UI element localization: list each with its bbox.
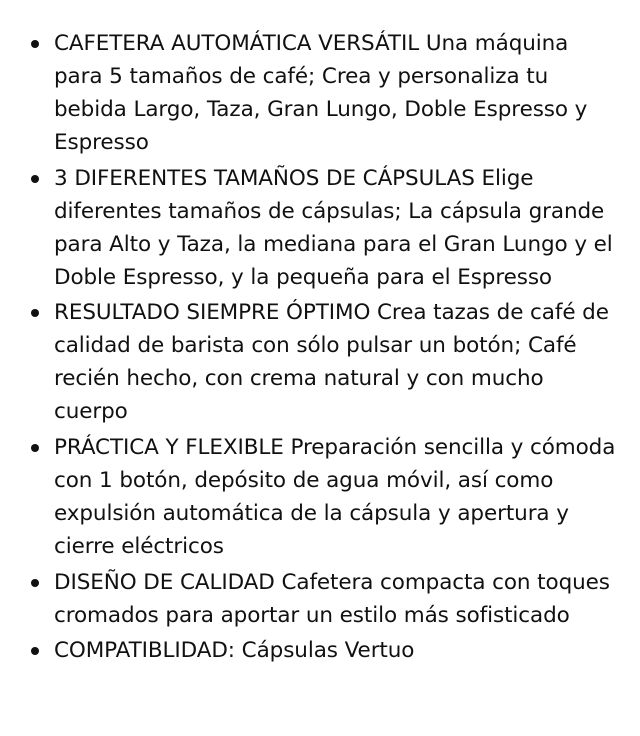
feature-text: RESULTADO SIEMPRE ÓPTIMO Crea tazas de café de calidad de barista con sólo pulsar un botón; Café recién hecho, con crema natural y con mucho cuerpo [54,300,609,425]
feature-text: PRÁCTICA Y FLEXIBLE Preparación sencilla y cómoda con 1 botón, depósito de agua móvil, así como expulsión automática de la cápsula y apertura y cierre eléctricos [54,435,616,560]
feature-item [0,162,640,294]
bullet-icon [31,40,39,48]
feature-item [0,566,640,632]
feature-item [0,296,640,428]
feature-item [0,634,640,667]
bullet-icon [31,647,39,655]
feature-item [0,27,640,159]
feature-bullet-list [0,27,640,670]
bullet-icon [31,309,39,317]
bullet-icon [31,579,39,587]
feature-text: DISEÑO DE CALIDAD Cafetera compacta con toques cromados para aportar un estilo más sofisticado [54,569,610,628]
bullet-icon [31,444,39,452]
feature-text: CAFETERA AUTOMÁTICA VERSÁTIL Una máquina para 5 tamaños de café; Crea y personaliza tu bebida Largo, Taza, Gran Lungo, Doble Espresso y Espresso [54,31,588,155]
feature-text: 3 DIFERENTES TAMAÑOS DE CÁPSULAS Elige diferentes tamaños de cápsulas; La cápsula grande para Alto y Taza, la mediana para el Gran Lungo y el Doble Espresso, y la pequeña para el Espresso [54,165,613,290]
bullet-icon [31,175,39,183]
feature-text: COMPATIBLIDAD: Cápsulas Vertuo [54,638,415,664]
feature-item [0,431,640,563]
